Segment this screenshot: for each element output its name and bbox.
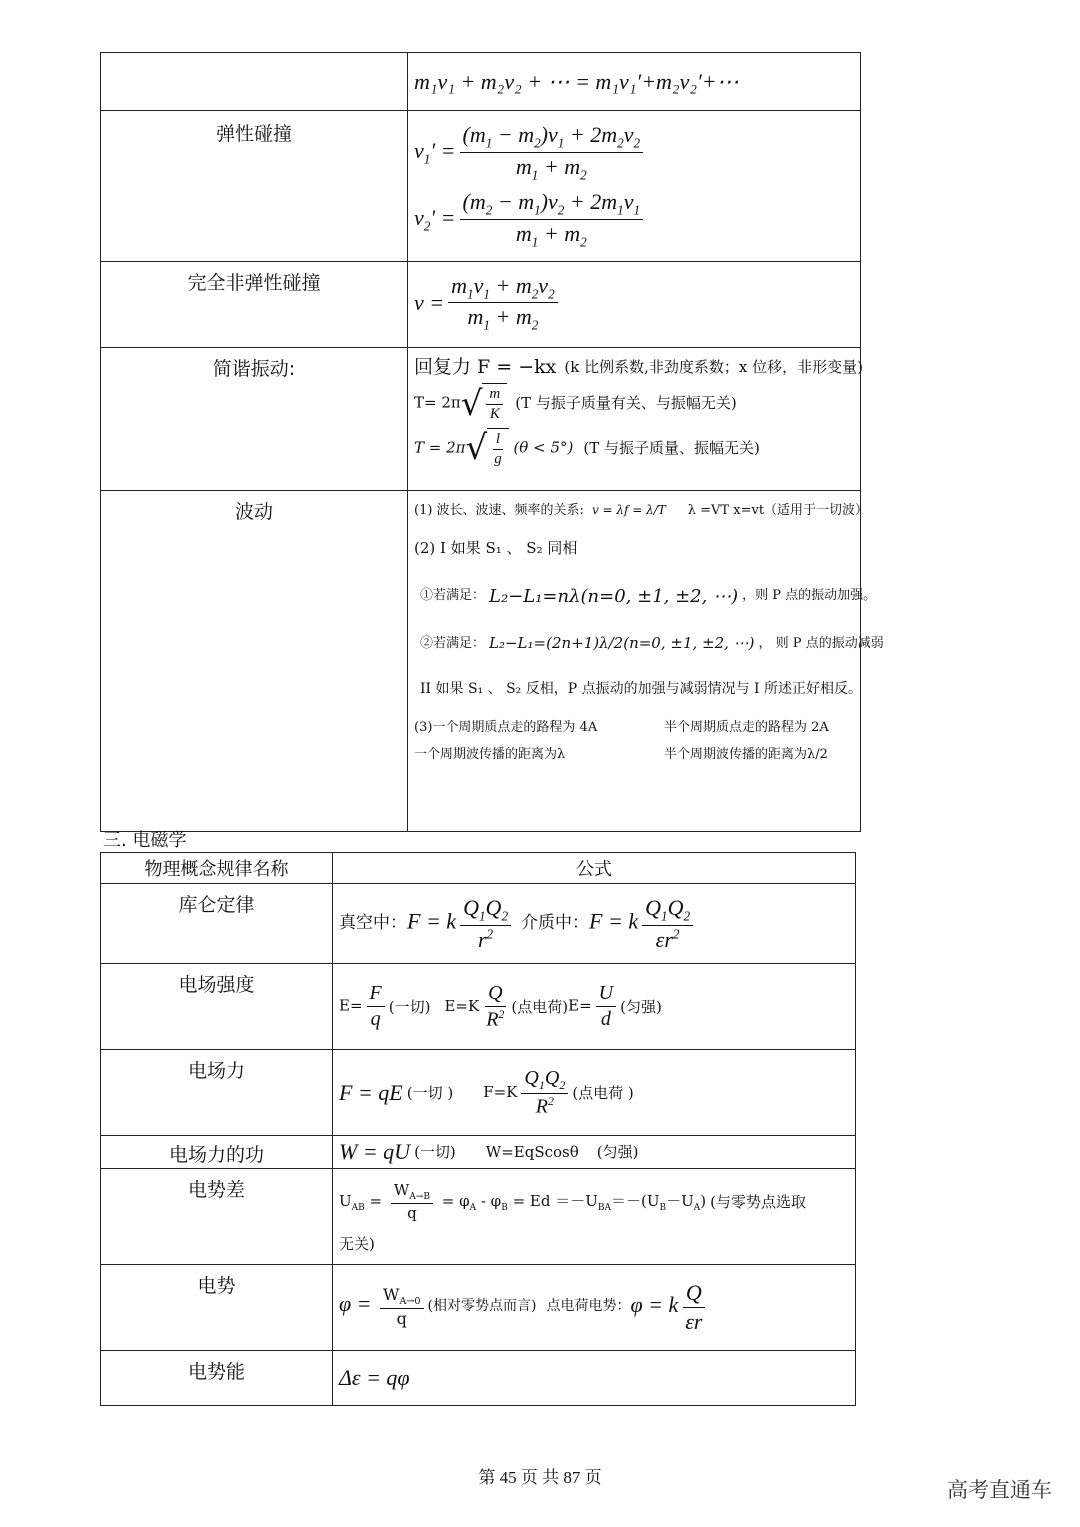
table-row <box>101 53 861 111</box>
concept-name: 库仑定律 <box>101 884 333 964</box>
momentum-conservation-formula: m₁v₁ + m₂v₂ + ⋯ = m₁v₁′+m₂v₂′+⋯ <box>414 68 739 94</box>
field-uniform-formula: E= $\frac{U}{d}$ <box>568 981 620 1032</box>
formula-cell <box>408 111 861 262</box>
concept-name: 完全非弹性碰撞 <box>101 261 408 347</box>
pendulum-period-note: (T 与振子质量、振幅无关) <box>583 438 760 457</box>
table-row <box>101 347 861 490</box>
table-row <box>101 884 856 964</box>
concept-name: 电场力的功 <box>101 1136 333 1169</box>
table-row <box>101 111 861 262</box>
table-row <box>101 1264 856 1350</box>
concept-name: 电势 <box>101 1264 333 1350</box>
electric-force-point-formula: F=K $\frac{Q_1Q_2}{R^2}$ <box>483 1066 572 1120</box>
concept-name: 电场强度 <box>101 964 333 1050</box>
inelastic-formula: v = $\frac{m_1v_1 + m_2v_2}{m_1 + m_2}$ <box>414 272 854 335</box>
destructive-condition-formula: L₂−L₁=(2n+1)λ/2(n=0, ±1, ±2, ⋯) <box>489 634 755 653</box>
electromagnetism-table <box>100 852 856 1406</box>
work-formula: W = qU <box>339 1139 411 1165</box>
concept-name: 电势能 <box>101 1350 333 1405</box>
formula-cell <box>408 261 861 347</box>
potential-difference-formula: $U_{AB}$ = $\frac{W_{A\to B}}{q}$ = $\varphi_A - \varphi_B = Ed =-U_{BA}=-(U_B-U_A)$ <box>339 1180 707 1223</box>
elastic-v2-formula: $v_2'$ = $\frac{(m_2 - m_1)v_2 + 2m_1v_1}{m_1 + m_2}$ <box>414 188 854 251</box>
formula-cell: 真空中： F = k $\frac{Q_1Q_2}{r^2}$ 介质中： F = k $\frac{Q_1Q_2}{\varepsilon r^2}$ <box>333 884 856 964</box>
electric-force-formula: F = qE <box>339 1080 403 1106</box>
formula-cell: $U_{AB}$ = $\frac{W_{A\to B}}{q}$ = $\varphi_A - \varphi_B = Ed =-U_{BA}=-(U_B-U_A)$ (与零势点选取 无关) <box>333 1168 856 1264</box>
table-row <box>101 1050 856 1136</box>
field-point-charge-formula: E=K $\frac{Q}{R^2}$ <box>444 982 505 1031</box>
formula-cell: E= $\frac{F}{q}$ (一切) E=K $\frac{Q}{R^2}$ (点电荷) E= $\frac{U}{d}$ (匀强) <box>333 964 856 1050</box>
restoring-force-note: (k 比例系数,非劲度系数；x 位移，非形变量) <box>564 358 863 377</box>
wave-speed-formula: v = λf = λ/T <box>591 503 666 518</box>
elastic-v1-formula: $v_1'$ = $\frac{(m_1 - m_2)v_1 + 2m_2v_2}{m_1 + m_2}$ <box>414 121 854 184</box>
potential-formula: φ = $\frac{W_{A\to 0}}{q}$ <box>339 1285 428 1329</box>
table-row <box>101 1136 856 1169</box>
pendulum-period-formula: T = 2π √ $\frac{l}{g}$ (θ < 5°) <box>414 428 574 469</box>
formula-cell <box>408 347 861 490</box>
coulomb-vacuum-formula: F = k $\frac{Q_1Q_2}{r^2}$ <box>407 894 515 953</box>
concept-name: 波动 <box>101 490 408 831</box>
section-title: 三. 电磁学 <box>103 830 187 851</box>
table-row <box>101 261 861 347</box>
concept-name: 弹性碰撞 <box>101 111 408 262</box>
page-footer: 第 45 页 共 87 页 <box>478 1468 602 1487</box>
coulomb-medium-formula: F = k $\frac{Q_1Q_2}{\varepsilon r^2}$ <box>589 894 697 953</box>
column-header-name: 物理概念规律名称 <box>101 853 333 884</box>
table-row <box>101 490 861 831</box>
restoring-force-formula: 回复力 F = −kx <box>414 355 557 378</box>
table-row <box>101 1168 856 1264</box>
table-row <box>101 1350 856 1405</box>
formula-cell: F = qE (一切 ) F=K $\frac{Q_1Q_2}{R^2}$ (点电荷 ) <box>333 1050 856 1136</box>
spring-period-note: (T 与振子质量有关、与振幅无关) <box>515 394 737 413</box>
mechanics-table <box>100 52 884 832</box>
concept-name: 电势差 <box>101 1168 333 1264</box>
column-header-formula: 公式 <box>333 853 856 884</box>
formula-cell <box>333 1350 856 1405</box>
concept-name: 电场力 <box>101 1050 333 1136</box>
watermark: 高考直通车 <box>947 1478 1052 1502</box>
formula-cell: (1) 波长、波速、频率的关系: v = λf = λ/T λ =VT x=vt（适用于一切波） (2) I 如果 S₁ 、 S₂ 同相 ①若满足： L₂−L₁=nλ(n=0, ±1, ±2, ⋯) ，则 P 点的振动加强。 ②若满足： L₂−L₁=(2n+1)λ/2(n=0, ±1, ±2, ⋯) ， 则 P 点的振动减弱 II 如果 S₁ 、 S₂ 反相，P 点振动的加强与减弱情况与 I 所述正好相反。 (3)一个周期质点走的路程为 4A 半个周期质点走的路程为 2A 一个周期波传播的距离为λ 半个周期波传播的距离为λ/2 <box>408 490 861 831</box>
work-uniform-formula: W=EqScosθ <box>485 1142 579 1161</box>
formula-cell: φ = $\frac{W_{A\to 0}}{q}$ (相对零势点而言) 点电荷电势： φ = k $\frac{Q}{\varepsilon r}$ <box>333 1264 856 1350</box>
formula-cell: W = qU (一切) W=EqScosθ (匀强) <box>333 1136 856 1169</box>
spring-period-formula: T= 2π √ $\frac{m}{K}$ <box>414 383 507 424</box>
formula-cell <box>408 53 861 111</box>
concept-name <box>101 53 408 111</box>
constructive-condition-formula: L₂−L₁=nλ(n=0, ±1, ±2, ⋯) <box>489 585 739 607</box>
concept-name: 简谐振动: <box>101 347 408 490</box>
table-row <box>101 964 856 1050</box>
field-general-formula: E= $\frac{F}{q}$ <box>339 981 389 1032</box>
header-row <box>101 853 856 884</box>
point-charge-potential-formula: φ = k $\frac{Q}{\varepsilon r}$ <box>630 1279 709 1335</box>
potential-energy-formula: Δε = qφ <box>339 1364 410 1390</box>
